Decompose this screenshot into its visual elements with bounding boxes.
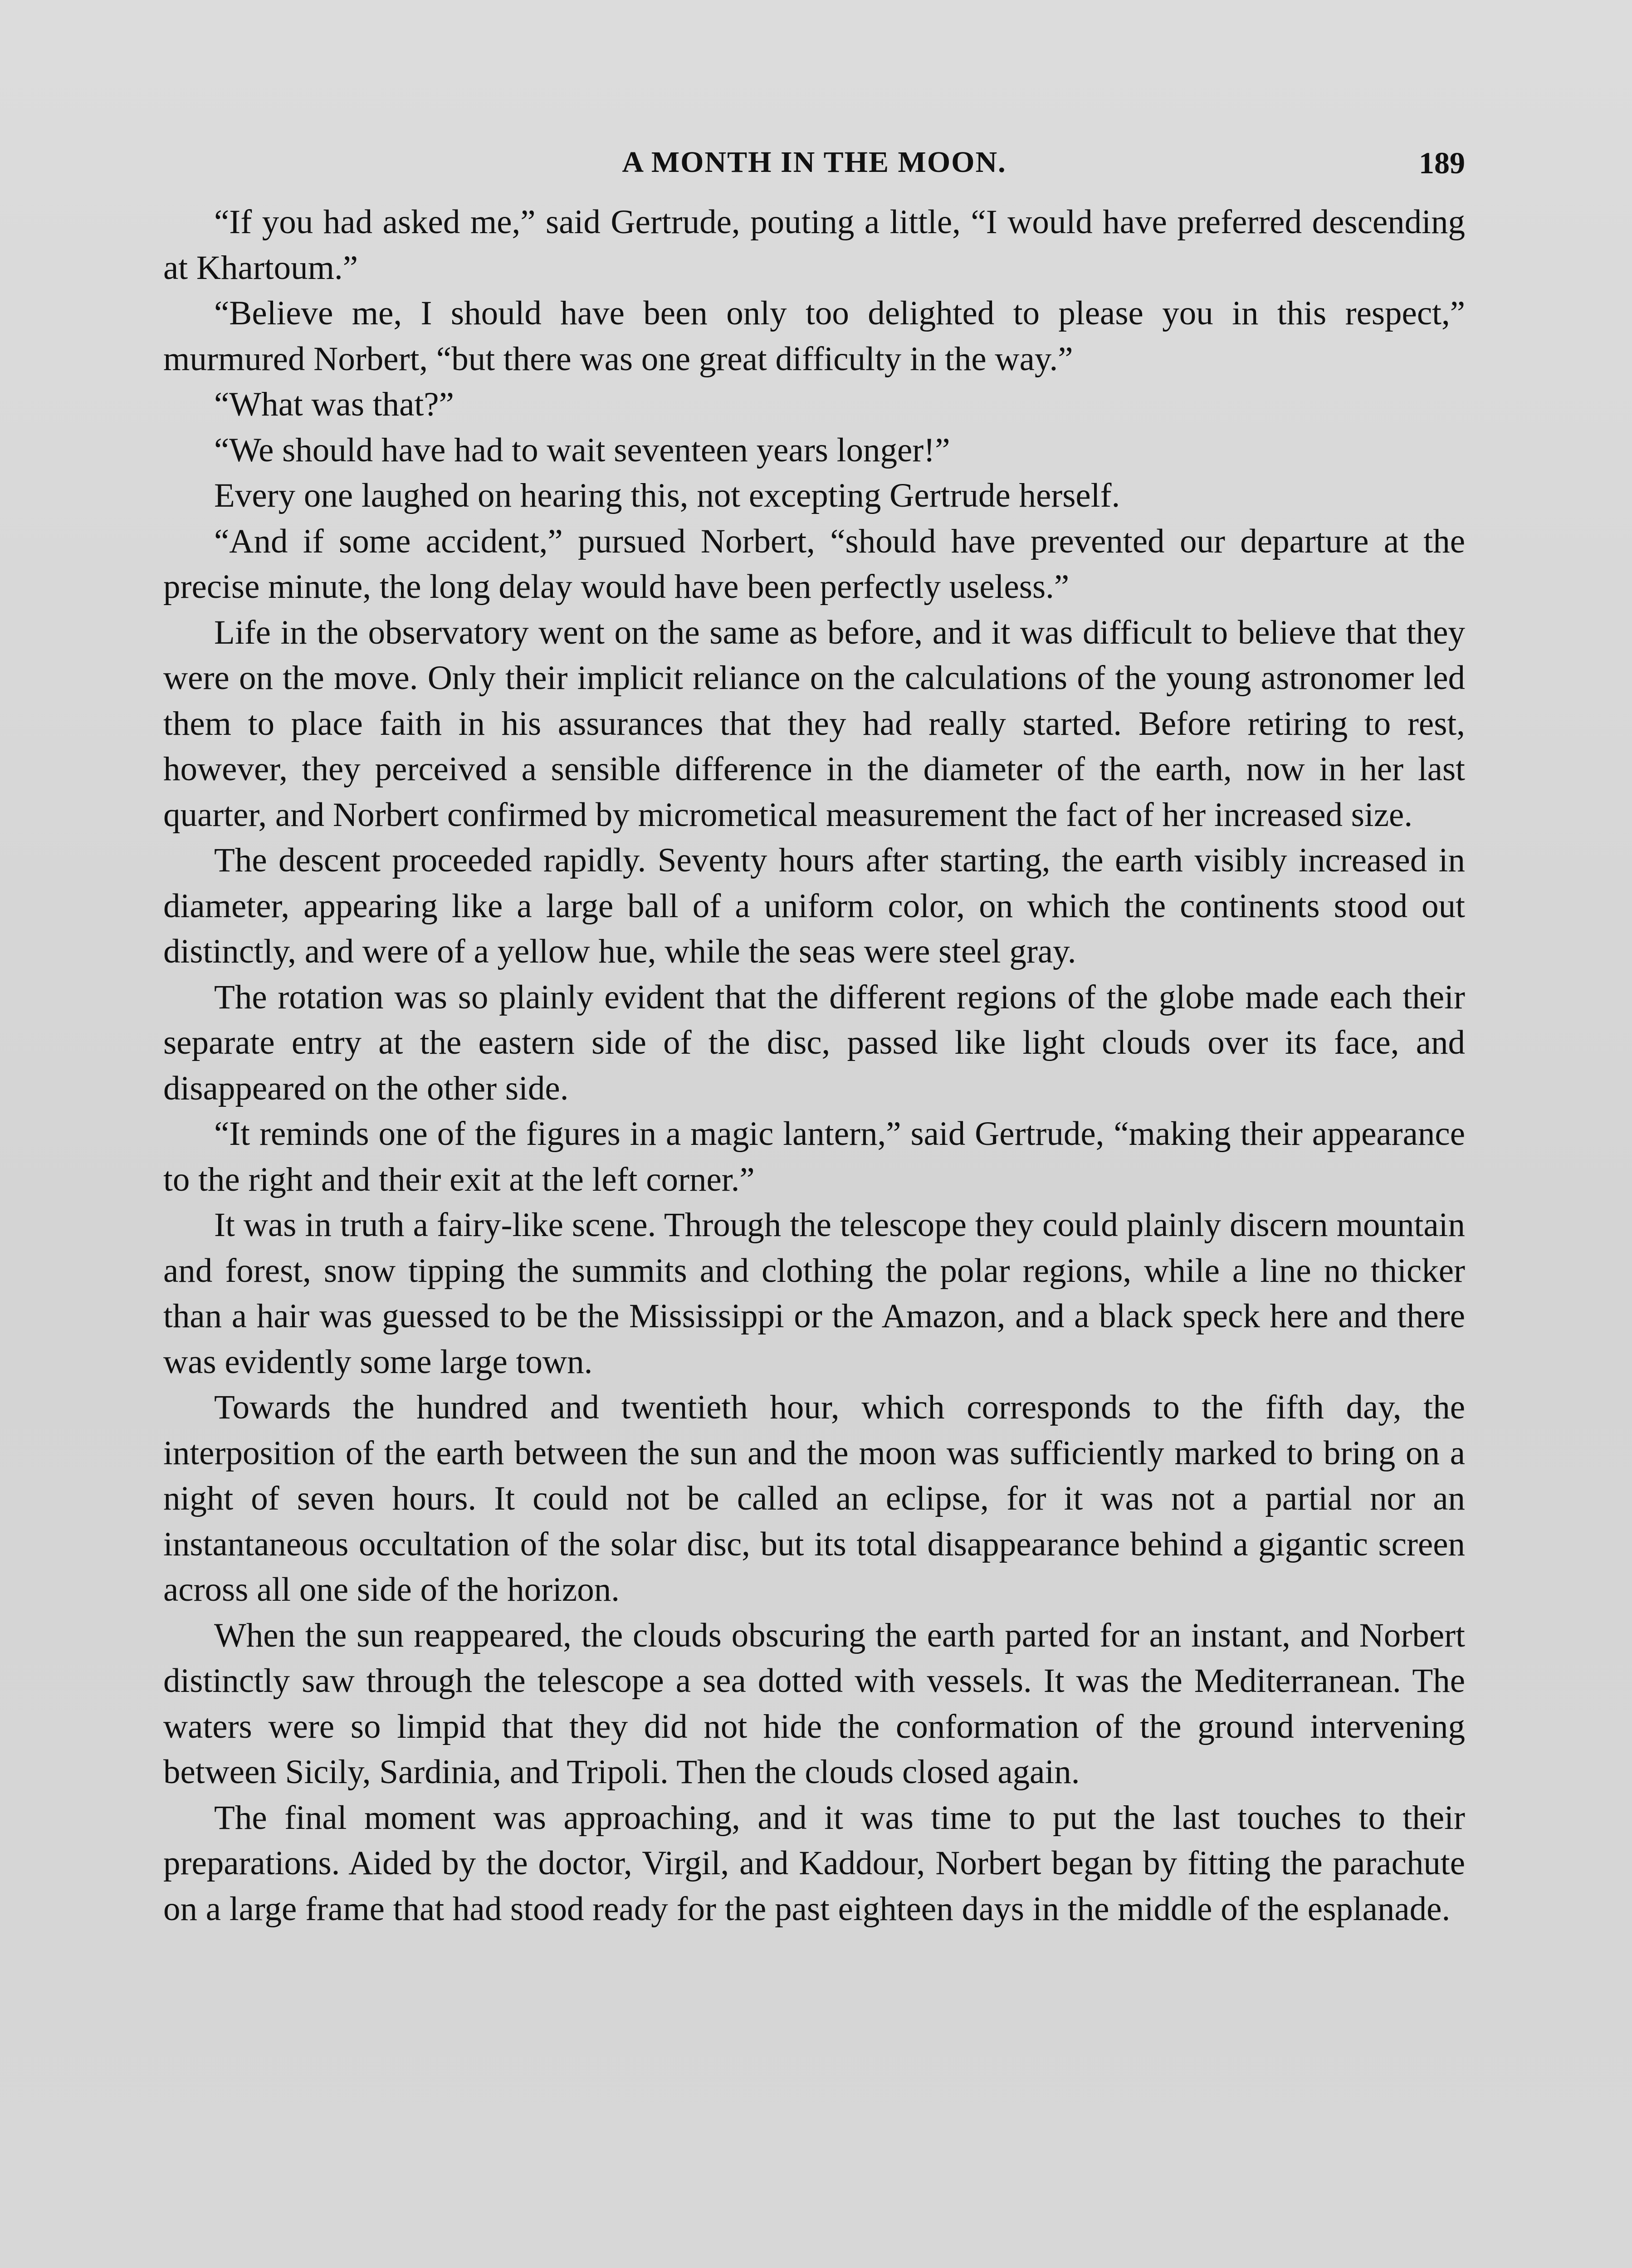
- page-header: [163, 136, 1465, 191]
- paragraph: “What was that?”: [214, 386, 454, 423]
- paragraph: “It reminds one of the figures in a magic lantern,” said Gertrude, “making their appearance to the right and their exit at the left corner.”: [163, 1115, 1465, 1198]
- running-title: A MONTH IN THE MOON.: [622, 146, 1007, 179]
- paragraph: The rotation was so plainly evident that the different regions of the globe made each their separate entry at the eastern side of the disc, passed like light clouds over its face, and disappeared on the other side.: [163, 978, 1465, 1107]
- paragraph: It was in truth a fairy-like scene. Through the telescope they could plainly discern mountain and forest, snow tipping the summits and clothing the polar regions, while a line no thicker than a hair was guessed to be the Mississippi or the Amazon, and a black speck here and there was evidently some large town.: [163, 1206, 1465, 1381]
- paragraph: The final moment was approaching, and it was time to put the last touches to their preparations. Aided by the doctor, Virgil, and Kaddour, Norbert began by fitting the parachute on a large frame that had stood ready for the past eighteen days in the middle of the esplanade.: [163, 1799, 1465, 1928]
- paragraph: When the sun reappeared, the clouds obscuring the earth parted for an instant, and Norbert distinctly saw through the telescope a sea dotted with vessels. It was the Mediterranean. The waters were so limpid that they did not hide the conformation of the ground intervening between Sicily, Sardinia, and Tripoli. Then the clouds closed again.: [163, 1616, 1465, 1791]
- paragraph: Life in the observatory went on the same as before, and it was difficult to believe that they were on the move. Only their implicit reliance on the calculations of the young astronomer led them to place faith in his assurances that they had really started. Before retiring to rest, however, they perceived a sensible difference in the diameter of the earth, now in her last quarter, and Norbert confirmed by micrometical measurement the fact of her increased size.: [163, 613, 1465, 834]
- paragraph: Towards the hundred and twentieth hour, which corresponds to the fifth day, the interposition of the earth between the sun and the moon was sufficiently marked to bring on a night of seven hours. It could not be called an eclipse, for it was not a partial nor an instantaneous occultation of the solar disc, but its total disappearance behind a gigantic screen across all one side of the horizon.: [163, 1388, 1465, 1608]
- paragraph: Every one laughed on hearing this, not excepting Gertrude herself.: [214, 477, 1120, 514]
- paragraph: “We should have had to wait seventeen years longer!”: [214, 431, 950, 469]
- paragraph: The descent proceeded rapidly. Seventy hours after starting, the earth visibly increased in diameter, appearing like a large ball of a uniform color, on which the continents stood out distinctly, and were of a yellow hue, while the seas were steel gray.: [163, 841, 1465, 970]
- page-number: 189: [1419, 146, 1465, 180]
- paragraph: “Believe me, I should have been only too delighted to please you in this respect,” murmured Norbert, “but there was one great difficulty in the way.”: [163, 294, 1465, 378]
- body-text: [163, 200, 1465, 1932]
- paragraph: “And if some accident,” pursued Norbert, “should have prevented our departure at the precise minute, the long delay would have been perfectly useless.”: [163, 522, 1465, 606]
- paragraph: “If you had asked me,” said Gertrude, pouting a little, “I would have preferred descending at Khartoum.”: [163, 203, 1465, 287]
